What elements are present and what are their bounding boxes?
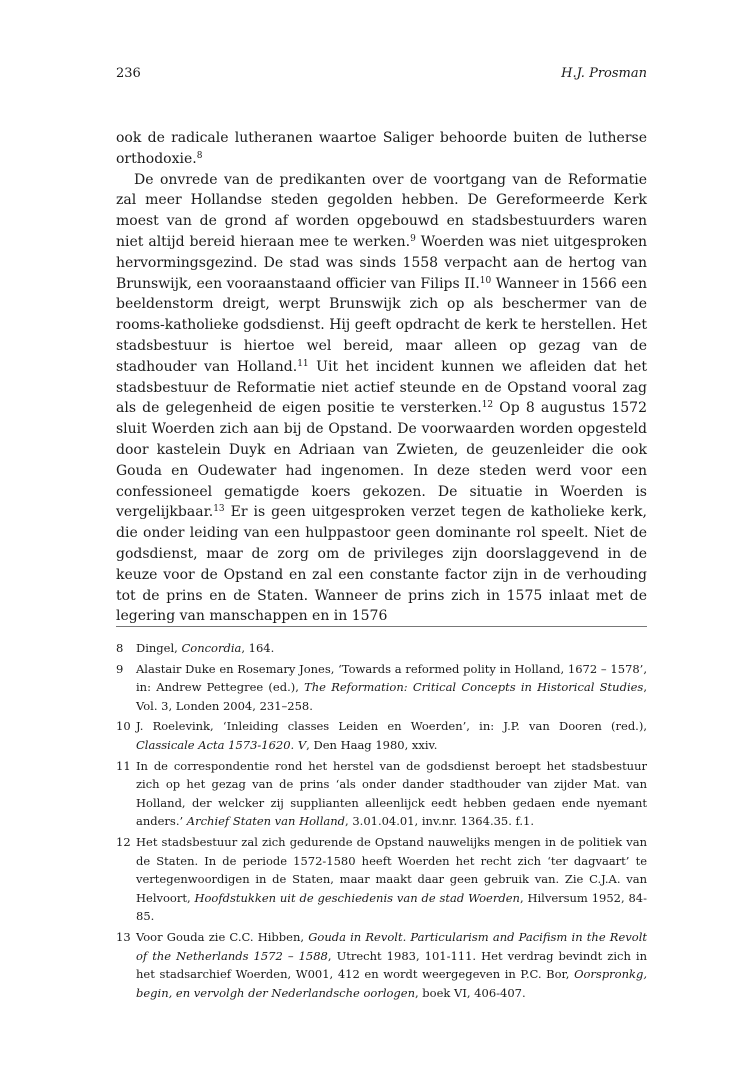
footnote-text xyxy=(136,757,647,831)
note-ref-13[interactable]: 13 xyxy=(213,504,225,515)
page-header xyxy=(116,66,647,86)
footnote-number: 10 xyxy=(116,719,131,734)
note-ref-10[interactable]: 10 xyxy=(479,275,492,286)
footnote-8 xyxy=(116,639,647,658)
footnote-title: Classicale Acta 1573-1620. V xyxy=(136,737,307,752)
paragraph-2-text-e: Op 8 augustus 1572 sluit Woerden zich aan bij de Opstand. De voorwaarden worden opgesteld door kastelein Duyk en Adriaan van Zwieten, de geuzenleider die ook Gouda en Oudewater had ingenomen. In deze steden werd voor een confessioneel gematigde koers gekozen. De situatie in Woerden is vergelijkbaar. xyxy=(116,400,647,521)
paragraph-1-text: ook de radicale lutheranen waartoe Saliger behoorde buiten de lutherse orthodoxie. xyxy=(116,130,647,167)
note-ref-8[interactable]: 8 xyxy=(196,150,203,161)
footnote-text-part: Dingel, xyxy=(136,641,182,655)
footnote-text-part: Voor Gouda zie C.C. Hibben, xyxy=(136,929,309,944)
footnote-13 xyxy=(116,928,647,1002)
note-ref-9[interactable]: 9 xyxy=(410,233,416,244)
footnote-text-part: , Den Haag 1980, xxiv. xyxy=(306,737,438,752)
running-head-author: H.J. Prosman xyxy=(561,66,647,81)
footnote-text-part: , Hilversum 1952, 84-85. xyxy=(136,890,647,924)
paragraph-2-text-b: Woerden was niet uitgesproken hervormingsgezind. De stad was sinds 1558 verpacht aan de hertog van Brunswijk, een vooraanstaand officier van Filips II. xyxy=(116,233,647,292)
footnote-text-part: , Utrecht 1983, 101-111. Het verdrag bevindt zich in het stadsarchief Woerden, W001, 412 en wordt weergegeven in P.C. Bor, xyxy=(136,948,647,982)
footnote-text-part: In de correspondentie rond het herstel van de godsdienst beroept het stadsbestuur zich op het gezag van de prins ‘als onder dander stadthouder van zijder Mat. van Holland, der welcker zij supplianten alleenlijck eedt hebben gedaen ende nyemant anders.’ xyxy=(136,758,647,829)
footnote-text-part: , Vol. 3, Londen 2004, 231–258. xyxy=(136,680,647,713)
footnote-title: Concordia xyxy=(181,641,242,655)
footnote-text-part: , 164. xyxy=(241,641,275,655)
footnote-text-part: , boek VI, 406-407. xyxy=(415,985,526,1000)
footnote-text-part: Alastair Duke en Rosemary Jones, ‘Towards a reformed polity in Holland, 1672 – 1578’, in: Andrew Pettegree (ed.), xyxy=(136,661,647,695)
footnote-10 xyxy=(116,717,647,754)
footnote-number: 8 xyxy=(116,641,124,655)
footnote-number: 12 xyxy=(116,834,131,849)
footnote-text xyxy=(136,660,647,716)
note-ref-11[interactable]: 11 xyxy=(297,358,309,369)
footnote-title: Oorspronkg, begin, en vervolgh der Nederlandsche oorlogen xyxy=(136,967,647,1000)
footnote-12 xyxy=(116,833,647,926)
footnote-title: Gouda in Revolt. Particularism and Pacifism in the Revolt of the Netherlands 1572 – 1588 xyxy=(136,929,647,963)
footnote-title: Hoofdstukken uit de geschiedenis van de stad Woerden xyxy=(194,890,520,905)
footnote-text xyxy=(136,639,647,658)
footnotes xyxy=(116,639,647,1004)
footnote-text xyxy=(136,833,647,926)
footnote-text-part: , 3.01.04.01, inv.nr. 1364.35. f.1. xyxy=(345,814,535,829)
page-number: 236 xyxy=(116,66,141,81)
paragraph-1 xyxy=(116,128,647,170)
footnote-11 xyxy=(116,757,647,831)
footnote-number: 11 xyxy=(116,758,131,773)
footnote-separator xyxy=(116,626,647,627)
footnote-title: The Reformation: Critical Concepts in Historical Studies xyxy=(304,680,644,695)
paragraph-2-text-f: Er is geen uitgesproken verzet tegen de katholieke kerk, die onder leiding van een hulppastoor geen dominante rol speelt. Niet de godsdienst, maar de zorg om de privileges zijn doorslaggevend in de keuze voor de Opstand en zal een constante factor zijn in de verhouding tot de prins en de Staten. Wanneer de prins zich in 1575 inlaat met de legering van manschappen en in 1576 xyxy=(116,504,647,625)
paragraph-2-text-c: Wanneer in 1566 een beeldenstorm dreigt, werpt Brunswijk zich op als beschermer van de rooms-katholieke godsdienst. Hij geeft opdracht de kerk te herstellen. Het stadsbestuur is hiertoe wel bereid, maar alleen op gezag van de stadhouder van Holland. xyxy=(116,275,647,375)
main-text xyxy=(116,128,647,627)
footnote-text-part: Het stadsbestuur zal zich gedurende de Opstand nauwelijks mengen in de politiek van de Staten. In de periode 1572-1580 heeft Woerden het recht zich ‘ter dagvaart’ te vertegenwoordigen in de Staten, maar maakt daar geen gebruik van. Zie C.J.A. van Helvoort, xyxy=(136,834,647,905)
footnote-text xyxy=(136,928,647,1002)
paragraph-2-text-a: De onvrede van de predikanten over de voortgang van de Reformatie zal meer Hollandse steden gegolden hebben. De Gereformeerde Kerk moest van de grond af worden opgebouwd en stadsbestuurders waren niet altijd bereid hieraan mee te werken. xyxy=(116,171,647,250)
footnote-number: 9 xyxy=(116,661,124,676)
paragraph-2-text-d: Uit het incident kunnen we afleiden dat het stadsbestuur de Reformatie niet actief steunde en de Opstand vooral zag als de gelegenheid de eigen positie te versterken. xyxy=(116,358,648,417)
footnote-text xyxy=(136,717,647,754)
footnote-number: 13 xyxy=(116,929,131,944)
paragraph-2 xyxy=(116,170,647,628)
footnote-title: Archief Staten van Holland xyxy=(186,814,346,829)
note-ref-12[interactable]: 12 xyxy=(481,400,494,411)
footnote-9 xyxy=(116,660,647,716)
footnote-text-part: J. Roelevink, ‘Inleiding classes Leiden en Woerden’, in: J.P. van Dooren (red.), xyxy=(136,719,647,734)
